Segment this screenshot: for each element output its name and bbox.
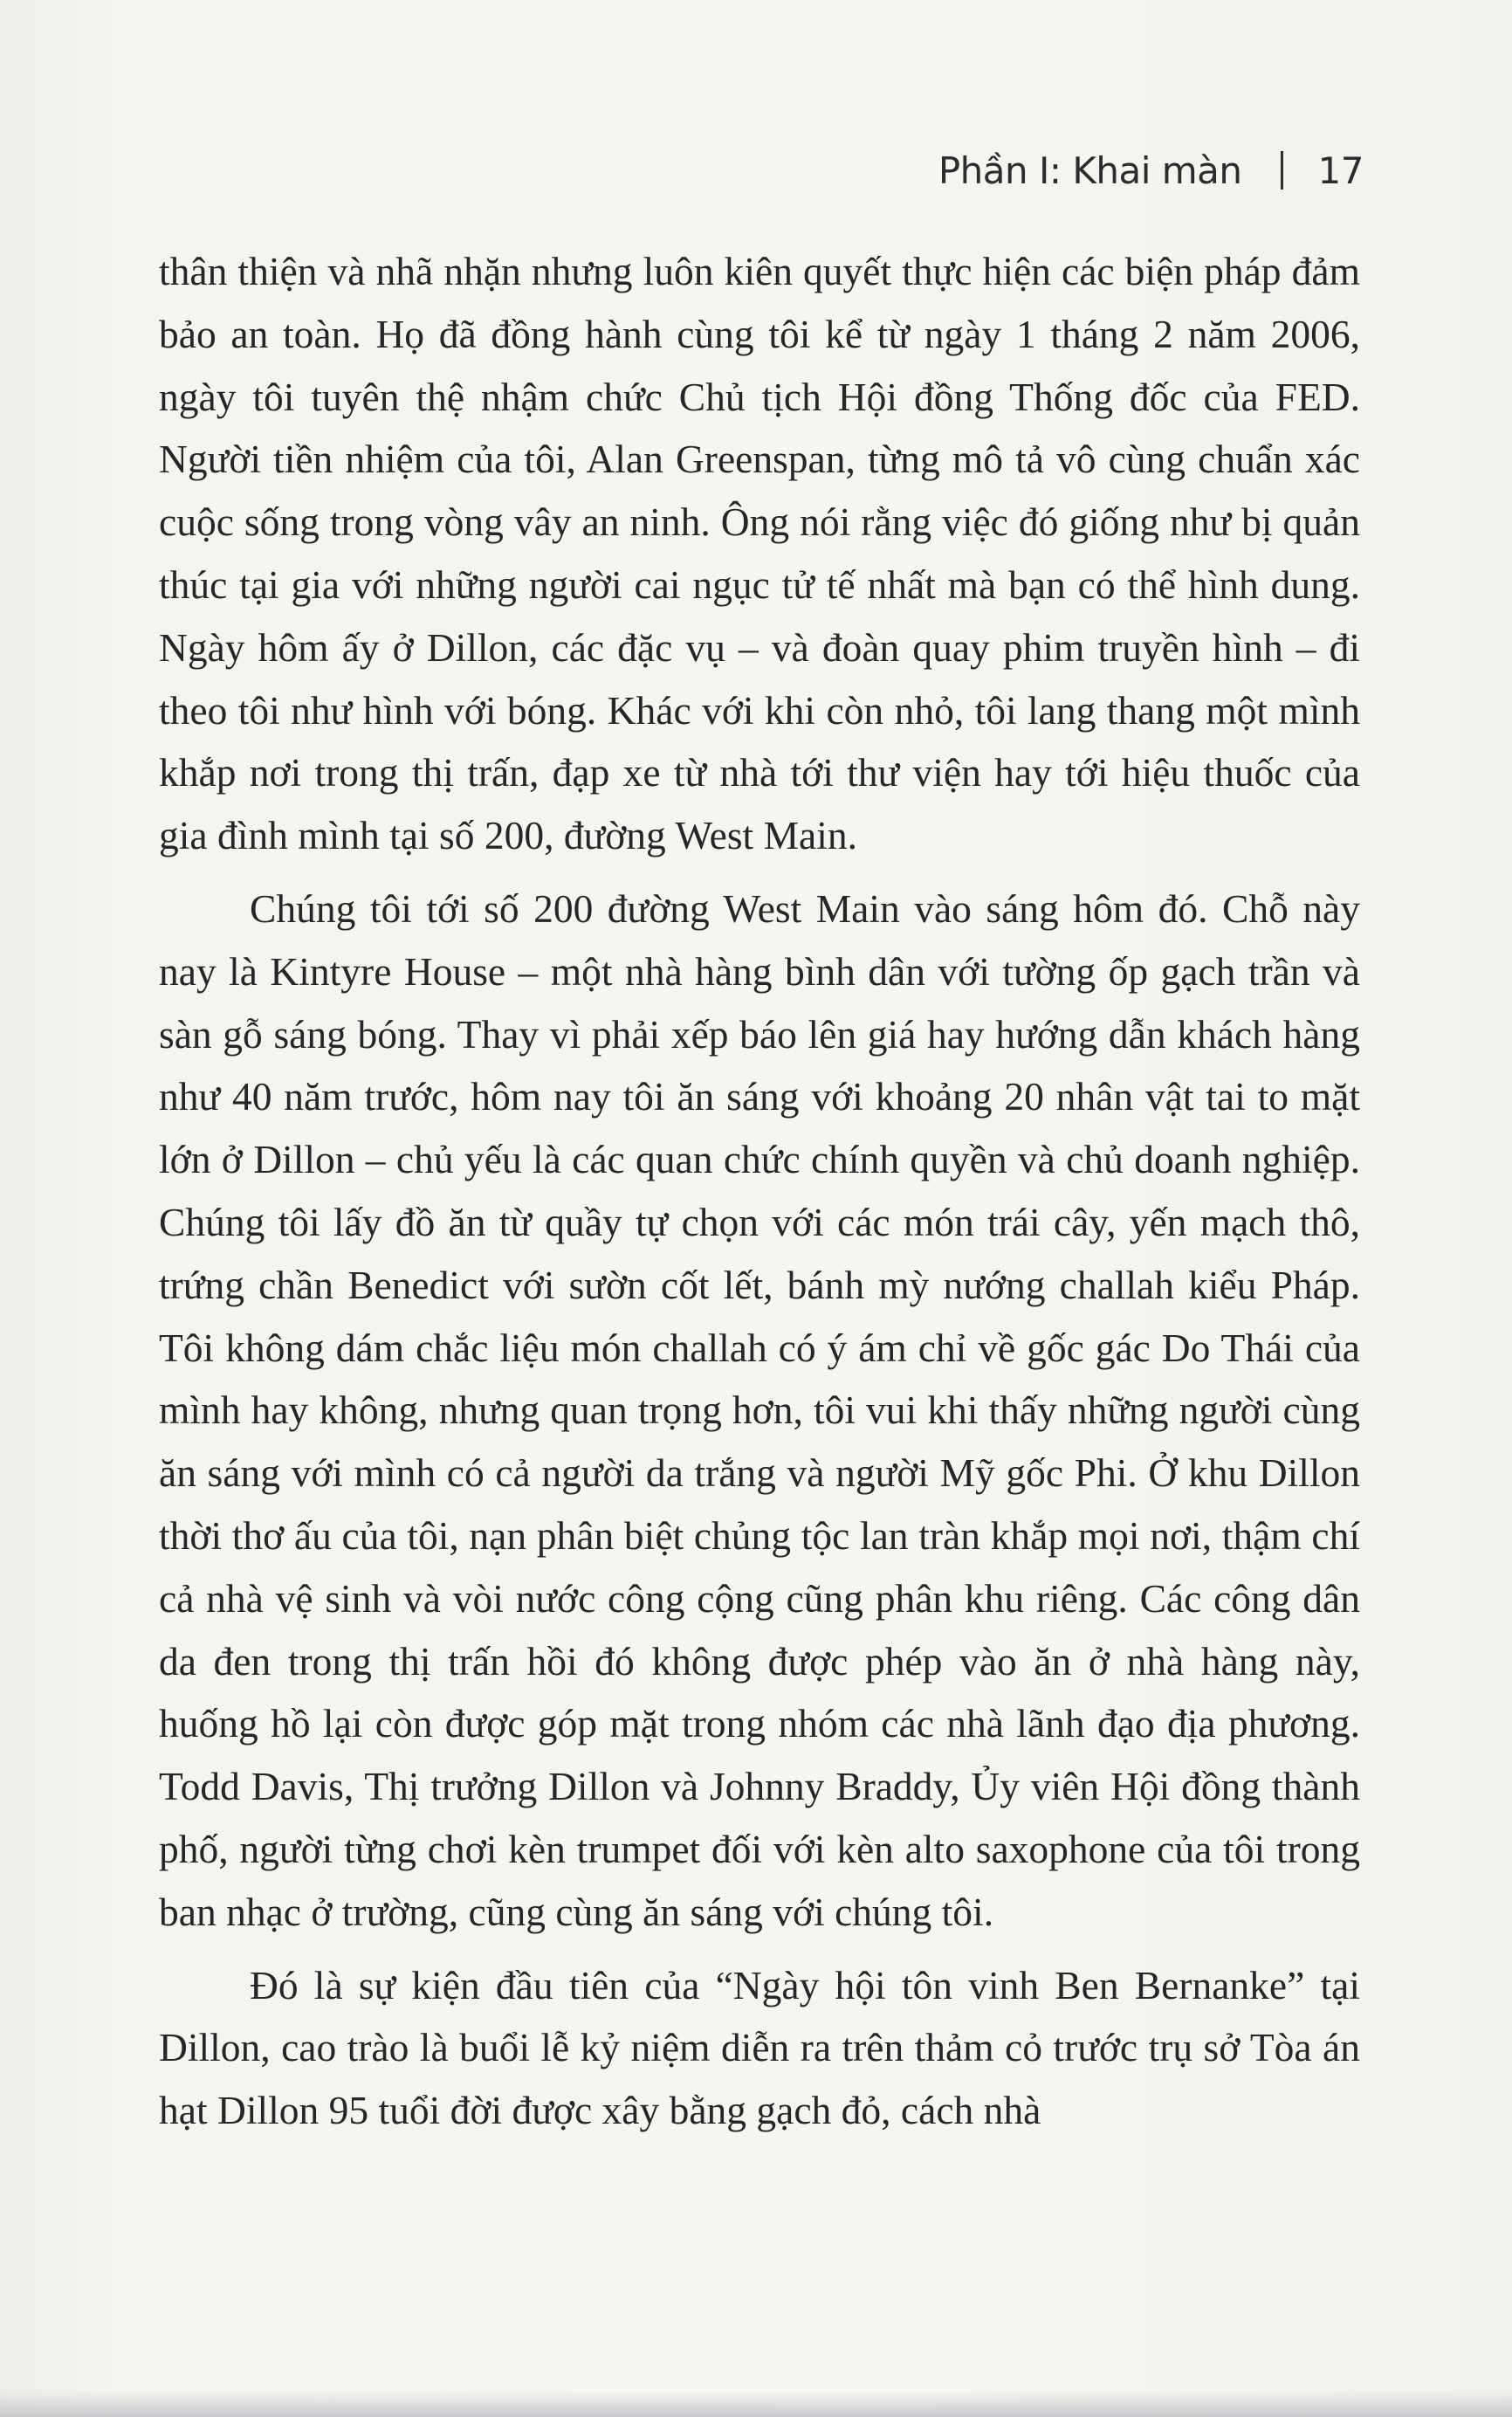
page-number: 17 xyxy=(1317,148,1364,192)
body-text xyxy=(159,240,1360,2142)
paragraph-1: thân thiện và nhã nhặn nhưng luôn kiên quyết thực hiện các biện pháp đảm bảo an toàn. Họ đã đồng hành cùng tôi kể từ ngày 1 tháng 2 năm 2006, ngày tôi tuyên thệ nhậm chức Chủ tịch Hội đồng Thống đốc của FED. Người tiền nhiệm của tôi, Alan Greenspan, từng mô tả vô cùng chuẩn xác cuộc sống trong vòng vây an ninh. Ông nói rằng việc đó giống như bị quản thúc tại gia với những người cai ngục tử tế nhất mà bạn có thể hình dung. Ngày hôm ấy ở Dillon, các đặc vụ – và đoàn quay phim truyền hình – đi theo tôi như hình với bóng. Khác với khi còn nhỏ, tôi lang thang một mình khắp nơi trong thị trấn, đạp xe từ nhà tới thư viện hay tới hiệu thuốc của gia đình mình tại số 200, đường West Main. xyxy=(159,249,1360,858)
header-separator xyxy=(1281,151,1283,189)
running-header xyxy=(938,140,1364,201)
paragraph-2: Chúng tôi tới số 200 đường West Main vào sáng hôm đó. Chỗ này nay là Kintyre House – một nhà hàng bình dân với tường ốp gạch trần và sàn gỗ sáng bóng. Thay vì phải xếp báo lên giá hay hướng dẫn khách hàng như 40 năm trước, hôm nay tôi ăn sáng với khoảng 20 nhân vật tai to mặt lớn ở Dillon – chủ yếu là các quan chức chính quyền và chủ doanh nghiệp. Chúng tôi lấy đồ ăn từ quầy tự chọn với các món trái cây, yến mạch thô, trứng chần Benedict với sườn cốt lết, bánh mỳ nướng challah kiểu Pháp. Tôi không dám chắc liệu món challah có ý ám chỉ về gốc gác Do Thái của mình hay không, nhưng quan trọng hơn, tôi vui khi thấy những người cùng ăn sáng với mình có cả người da trắng và người Mỹ gốc Phi. Ở khu Dillon thời thơ ấu của tôi, nạn phân biệt chủng tộc lan tràn khắp mọi nơi, thậm chí cả nhà vệ sinh và vòi nước công cộng cũng phân khu riêng. Các công dân da đen trong thị trấn hồi đó không được phép vào ăn ở nhà hàng này, huống hồ lại còn được góp mặt trong nhóm các nhà lãnh đạo địa phương. Todd Davis, Thị trưởng Dillon và Johnny Braddy, Ủy viên Hội đồng thành phố, người từng chơi kèn trumpet đối với kèn alto saxophone của tôi trong ban nhạc ở trường, cũng cùng ăn sáng với chúng tôi. xyxy=(159,885,1360,1934)
paragraph-3: Đó là sự kiện đầu tiên của “Ngày hội tôn vinh Ben Bernanke” tại Dillon, cao trào là buổi lễ kỷ niệm diễn ra trên thảm cỏ trước trụ sở Tòa án hạt Dillon 95 tuổi đời được xây bằng gạch đỏ, cách nhà xyxy=(159,1962,1360,2133)
section-title: Phần I: Khai màn xyxy=(938,148,1242,192)
page-bottom-edge xyxy=(0,2391,1512,2417)
